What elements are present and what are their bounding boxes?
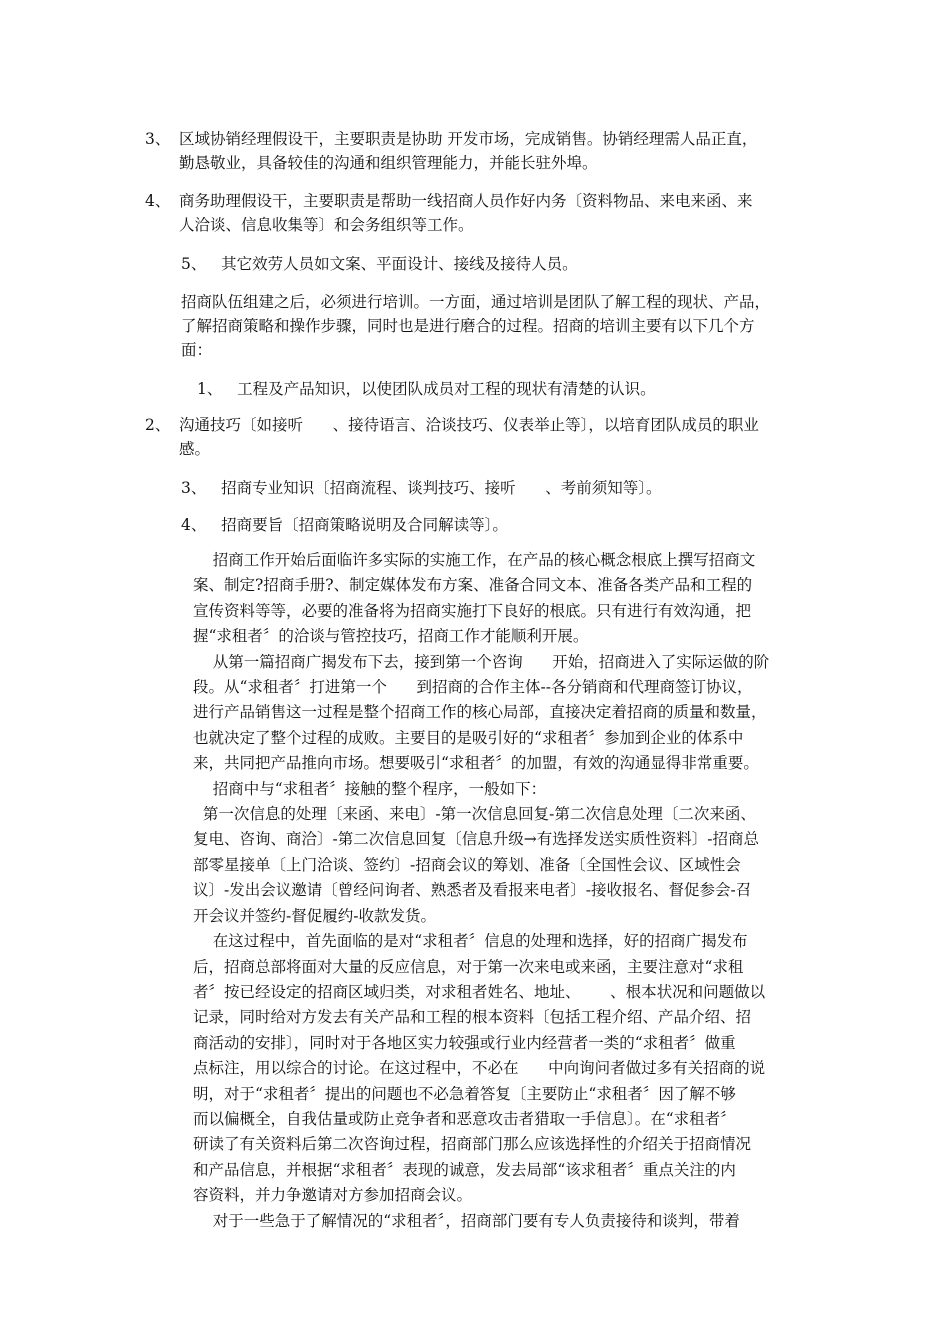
text-line: 招商工作开始后面临许多实际的实施工作，在产品的核心概念根底上撰写招商文 [193,551,756,569]
text-line: 对于一些急于了解情况的“求租者〞，招商部门要有专人负责接待和谈判，带着 [193,1211,740,1230]
text-line: 工程及产品知识，以使团队成员对工程的现状有清楚的认识。 [237,380,656,398]
text-line: 了解招商策略和操作步骤，同时也是进行磨合的过程。招商的培训主要有以下几个方 [181,317,755,335]
text-line: 面： [181,341,213,359]
text-line: 进行产品销售这一过程是整个招商工作的核心局部，直接决定着招商的质量和数量， [193,703,767,722]
text-line: 区域协销经理假设干，主要职责是协助 开发市场，完成销售。协销经理需人品正直， [179,130,758,148]
text-line: 握“求租者〞的洽谈与管控技巧，招商工作才能顺利开展。 [193,627,589,646]
text-line: 感。 [179,440,211,458]
text-line: 研读了有关资料后第二次咨询过程，招商部门那么应该选择性的介绍关于招商情况 [193,1135,752,1154]
text-line: 人洽谈、信息收集等〕和会务组织等工作。 [179,216,474,234]
list-item [181,252,578,276]
list-item [145,127,757,175]
list-item [145,413,759,461]
text-line: 案、制定?招商手册?、制定媒体发布方案、准备合同文本、准备各类产品和工程的 [193,576,753,595]
text-line: 商活动的安排〕，同时对于各地区实力较强或行业内经营者一类的“求租者〞做重 [193,1033,736,1052]
list-item [181,513,508,537]
text-line: 也就决定了整个过程的成败。主要目的是吸引好的“求租者〞参加到企业的体系中 [193,728,744,747]
text-line: 容资料，并力争邀请对方参加招商会议。 [193,1186,473,1205]
list-number: 3、 [145,130,171,148]
text-line: 招商中与“求租者〞接触的整个程序，一般如下： [193,779,547,798]
list-item [197,377,656,401]
text-line: 而以偏概全，自我估量或防止竞争者和恶意攻击者猎取一手信息〕。在“求租者〞 [193,1109,736,1128]
text-line: 商务助理假设干，主要职责是帮助一线招商人员作好内务〔资料物品、来电来函、来 [179,192,753,210]
list-number: 4、 [145,192,171,210]
text-line: 从第一篇招商广揭发布下去，接到第一个咨询 开始，招商进入了实际运做的阶 [193,652,770,671]
text-line: 开会议并签约-督促履约-收款发货。 [193,906,436,925]
text-line: 沟通技巧〔如接听 、接待语言、洽谈技巧、仪表举止等〕，以培育团队成员的职业 [179,416,759,434]
text-line: 者〞按已经设定的招商区域归类，对求租者姓名、地址、 、根本状况和问题做以 [193,982,766,1001]
training-intro-paragraph [181,290,770,362]
text-line: 部零星接单〔上门洽谈、签约〕-招商会议的筹划、准备〔全国性会议、区域性会 [193,855,741,874]
text-line: 招商专业知识〔招商流程、谈判技巧、接听 、考前须知等〕。 [221,479,662,497]
text-line: 记录，同时给对方发去有关产品和工程的根本资料〔包括工程介绍、产品介绍、招 [193,1008,752,1027]
text-line: 议〕-发出会议邀请〔曾经问询者、熟悉者及看报来电者〕-接收报名、督促参会-召 [193,881,752,900]
list-number: 3、 [181,479,207,497]
list-number: 5、 [181,255,207,273]
list-number: 4、 [181,516,207,534]
text-line: 宣传资料等等，必要的准备将为招商实施打下良好的根底。只有进行有效沟通，把 [193,601,752,620]
list-item [181,476,661,500]
text-line: 明，对于“求租者〞提出的问题也不必急着答复〔主要防止“求租者〞因了解不够 [193,1084,736,1103]
text-line: 招商队伍组建之后，必须进行培训。一方面，通过培训是团队了解工程的现状、产品， [181,293,771,311]
text-line: 来，共同把产品推向市场。想要吸引“求租者〞的加盟，有效的沟通显得非常重要。 [193,754,759,773]
text-line: 在这过程中，首先面临的是对“求租者〞信息的处理和选择，好的招商广揭发布 [193,932,748,951]
text-line: 招商要旨〔招商策略说明及合同解读等〕。 [221,516,508,534]
text-line: 第一次信息的处理〔来函、来电〕-第一次信息回复-第二次信息处理〔二次来函、 [193,805,756,824]
text-line: 段。从“求租者〞打进第一个 到招商的合作主体--各分销商和代理商签订协议， [193,678,753,697]
list-item [145,189,753,237]
text-line: 勤恳敬业，具备较佳的沟通和组织管理能力，并能长驻外埠。 [179,154,598,172]
body-text [193,548,769,1234]
text-line: 其它效劳人员如文案、平面设计、接线及接待人员。 [221,255,578,273]
text-line: 后，招商总部将面对大量的反应信息，对于第一次来电或来函，主要注意对“求租 [193,957,744,976]
text-line: 点标注，用以综合的讨论。在这过程中，不必在 中向询问者做过多有关招商的说 [193,1059,766,1078]
list-number: 1、 [197,380,223,398]
text-line: 复电、咨询、商洽〕-第二次信息回复〔信息升级→有选择发送实质性资料〕-招商总 [193,830,759,849]
text-line: 和产品信息，并根据“求租者〞表现的诚意，发去局部“该求租者〞重点关注的内 [193,1160,736,1179]
list-number: 2、 [145,416,171,434]
